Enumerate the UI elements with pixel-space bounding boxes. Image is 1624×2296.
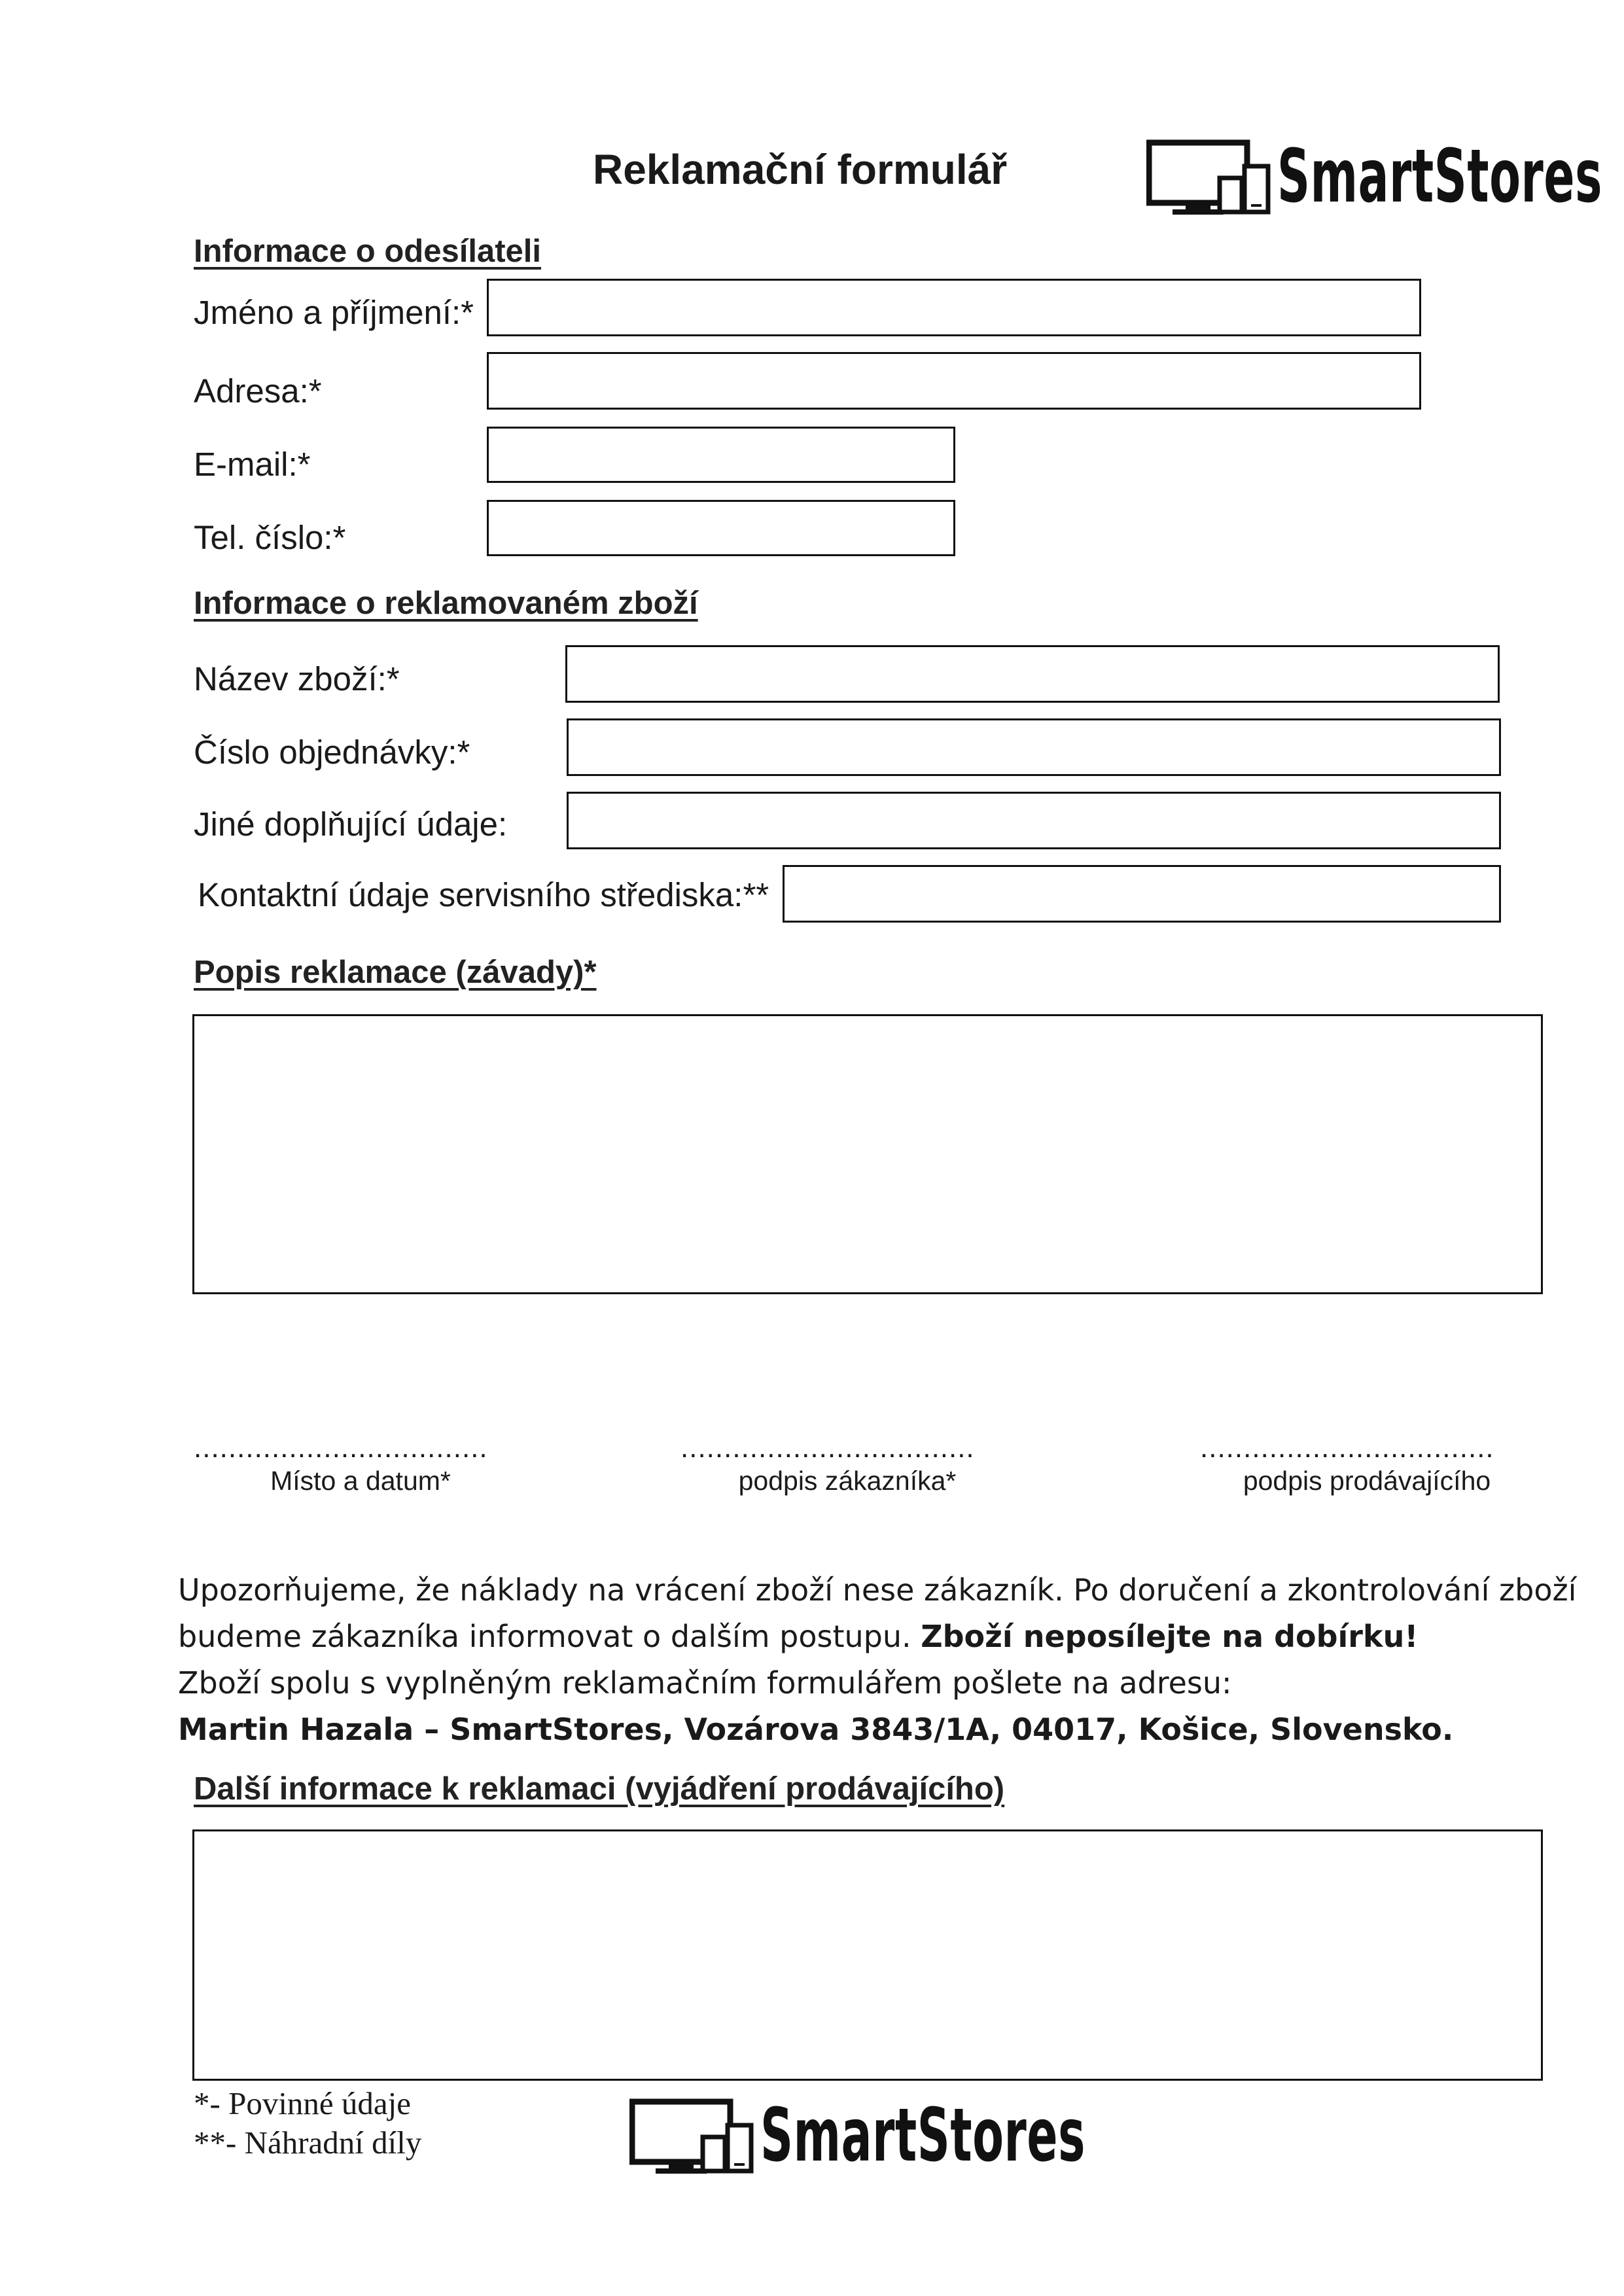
order-number-label: Číslo objednávky:* (194, 733, 470, 771)
notice-text: Upozorňujeme, že náklady na vrácení zboží nese zákazník. Po doručení a zkontrolování zboží budeme zákazníka informovat o dalším postupu. (178, 1572, 1577, 1654)
brand-logo-text: SmartStores (1277, 134, 1603, 219)
brand-logo-text: SmartStores (760, 2093, 1086, 2178)
description-textarea[interactable] (192, 1014, 1543, 1294)
notice-cod-warning: Zboží neposílejte na dobírku! (921, 1619, 1419, 1654)
phone-field[interactable] (487, 500, 955, 556)
product-name-label: Název zboží:* (194, 660, 400, 698)
brand-logo-top (1146, 134, 1603, 219)
seller-signature-line: .................................. (1200, 1432, 1494, 1464)
seller-signature-caption: podpis prodávajícího (1243, 1466, 1491, 1496)
service-center-label: Kontaktní údaje servisního střediska:** (198, 876, 769, 913)
sender-section-heading: Informace o odesílateli (194, 234, 541, 269)
seller-info-section-heading: Další informace k reklamaci (vyjádření prodávajícího) (194, 1771, 1005, 1807)
footnote-spare-parts: **- Náhradní díly (194, 2125, 422, 2161)
return-address: Martin Hazala – SmartStores, Vozárova 3843/1A, 04017, Košice, Slovensko. (178, 1712, 1454, 1747)
product-name-field[interactable] (565, 645, 1500, 703)
additional-info-field[interactable] (567, 792, 1501, 849)
devices-icon (629, 2096, 754, 2175)
notice-paragraph (178, 1567, 1585, 1660)
description-section-heading: Popis reklamace (závady)* (194, 955, 597, 990)
devices-icon (1146, 137, 1271, 216)
name-label: Jméno a příjmení:* (194, 294, 474, 331)
customer-signature-caption: podpis zákazníka* (738, 1466, 957, 1496)
place-date-caption: Místo a datum* (270, 1466, 451, 1496)
name-field[interactable] (487, 279, 1421, 336)
email-label: E-mail:* (194, 446, 311, 483)
customer-signature-line: .................................. (680, 1432, 975, 1464)
address-field[interactable] (487, 352, 1421, 410)
email-field[interactable] (487, 427, 955, 483)
place-date-line: .................................. (194, 1432, 488, 1464)
seller-info-textarea[interactable] (192, 1829, 1543, 2081)
additional-info-label: Jiné doplňující údaje: (194, 805, 508, 843)
notice-send-instruction: Zboží spolu s vyplněným reklamačním formulářem pošlete na adresu: (178, 1665, 1232, 1701)
product-section-heading: Informace o reklamovaném zboží (194, 586, 698, 621)
phone-label: Tel. číslo:* (194, 519, 346, 556)
address-label: Adresa:* (194, 372, 322, 410)
shipping-notice (178, 1567, 1585, 1753)
page-title: Reklamační formulář (593, 146, 1008, 193)
footnote-required: *- Povinné údaje (194, 2085, 412, 2121)
service-center-field[interactable] (783, 865, 1501, 923)
brand-logo-bottom (629, 2093, 1086, 2178)
order-number-field[interactable] (567, 718, 1501, 776)
